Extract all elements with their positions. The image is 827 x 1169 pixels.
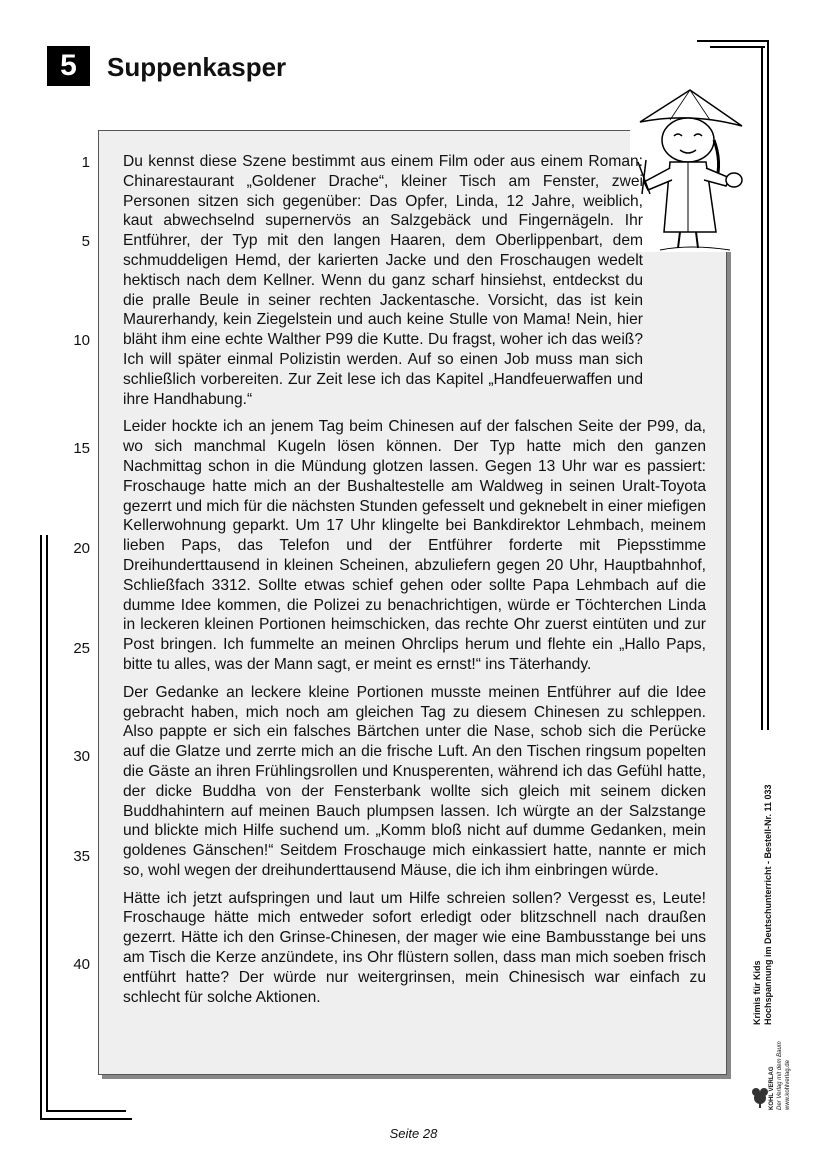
page-number: Seite 28: [389, 1126, 438, 1141]
frame-right-line-1: [767, 40, 769, 730]
publisher-website: www.kohlverlag.de: [785, 1059, 791, 1110]
frame-left-line-2: [46, 535, 48, 1110]
publisher-name: KOHL VERLAG: [769, 1066, 775, 1110]
frame-bottom-line-1: [40, 1118, 132, 1120]
paragraph: Leider hockte ich an jenem Tag beim Chinesen auf der falschen Seite der P99, da, wo sich manchmal Kugeln lösen können. Der Typ hatte mich den ganzen Nachmittag schon in die Mündung glotzen lassen. Gegen 13 Uhr war es passiert: Froschauge hatte mich an der Bushaltestelle am Waldweg in seinen Uralt-Toyota gezerrt und mich für die nächsten Stunden gefesselt und geknebelt in einer miefigen Kellerwohnung geparkt. Um 17 Uhr klingelte bei Bankdirektor Lehmbach, meinem lieben Paps, das Telefon und der Entführer forderte mit Piepsstimme Dreihunderttausend in kleinen Scheinen, abzuliefern gegen 20 Uhr, Hauptbahnhof, Schließfach 3312. Sollte etwas schief gehen oder sollte Papa Lehmbach auf die dumme Idee kommen, die Polizei zu benachrichtigen, würde er Töchterchen Linda in leckeren kleinen Portionen heimschicken, das rechte Ohr zuerst eintüten und zur Post bringen. Ich fummelte an meinen Ohrclips herum und flehte ein „Hallo Paps, bitte tu alles, was der Mann sagt, er meint es ernst!“ ins Täterhandy.: [123, 418, 706, 673]
frame-top-line-2: [710, 46, 765, 48]
publisher-slogan: Der Verlag mit dem Baum: [777, 1041, 783, 1110]
story-text: [123, 152, 706, 1015]
line-number: 1: [81, 154, 90, 171]
line-number: 40: [73, 956, 90, 973]
line-number: 10: [73, 332, 90, 349]
paragraph: Hätte ich jetzt aufspringen und laut um Hilfe schreien sollen? Vergesst es, Leute! Froschauge hätte mich entweder sofort erledigt oder blitzschnell nach draußen gezerrt. Hätte ich den Grinse-Chinesen, der mager wie eine Bambusstange bei uns am Tisch die Kerze anzündete, ins Ohr flüstern sollen, dass man mich soeben frisch entführt hatte? Der würde nur weitergrinsen, mein Chinesisch war einfach zu schlecht für solche Aktionen.: [123, 889, 706, 1006]
line-number: 5: [81, 233, 90, 250]
line-number: 30: [73, 748, 90, 765]
frame-right-line-2: [761, 46, 763, 730]
chapter-number: 5: [47, 46, 90, 86]
frame-bottom-line-2: [46, 1110, 126, 1112]
paragraph: Der Gedanke an leckere kleine Portionen musste meinen Entführer auf die Idee gebracht haben, mich noch am gleichen Tag zu diesem Chinesen zu schleppen. Also pappte er sich ein falsches Bärtchen unter die Nase, schob sich die Perücke auf die Glatze und zerrte mich an die frische Luft. An den Tischen ringsum popelten die Gäste an ihren Frühlingsrollen und Knusperenten, während ich das Gefühl hatte, der dicke Buddha von der Fensterbank wollte sich gleich mit seinem dicken Buddhahintern auf meinen Bauch plumpsen lassen. Ich würgte an der Salzstange und blickte mich Hilfe suchend um. „Komm bloß nicht auf dumme Gedanken, mein goldenes Gänschen!“ Seitdem Froschauge mich einkassiert hatte, nannte er mich so, wohl wegen der dreihunderttausend Mäuse, die ich ihm einbringen würde.: [123, 683, 706, 879]
publisher-sidebar: [752, 745, 794, 1025]
line-number: 25: [73, 640, 90, 657]
sidebar-series: Krimis für Kids: [752, 960, 762, 1025]
chapter-title: Suppenkasper: [107, 52, 287, 82]
frame-top-line-1: [697, 40, 769, 42]
paragraph: Du kennst diese Szene bestimmt aus einem Film oder aus einem Roman: Chinarestaurant „Goldener Drache“, kleiner Tisch am Fenster, zwei Personen sitzen sich gegenüber: Das Opfer, Linda, 12 Jahre, weiblich, kaut abwechselnd supernervös an Salzgebäck und Fingernägeln. Ihr Entführer, der Typ mit den langen Haaren, dem Oberlippenbart, dem schmuddeligen Hemd, der karierten Jacke und den Froschaugen wedelt hektisch nach dem Kellner. Wenn du ganz scharf hinsiehst, entdeckst du die pralle Beule in seiner rechten Jackentasche. Vorsicht, das ist kein Maurerhandy, kein Ziegelstein und auch keine Stulle von Mama! Nein, hier bläht ihm eine echte Walther P99 die Kutte. Du fragst, woher ich das weiß? Ich will später einmal Polizistin werden. Auf so einen Job muss man sich schließlich vorbereiten. Zur Zeit lese ich das Kapitel „Handfeuerwaffen und ihre Handhabung.“: [123, 153, 643, 408]
line-number: 15: [73, 440, 90, 457]
sidebar-subtitle: Hochspannung im Deutschunterricht - Bestell-Nr. 11 033: [763, 784, 773, 1025]
line-number: 35: [73, 848, 90, 865]
line-number: 20: [73, 540, 90, 557]
frame-left-line-1: [40, 535, 42, 1120]
publisher-logo: [752, 1030, 792, 1110]
